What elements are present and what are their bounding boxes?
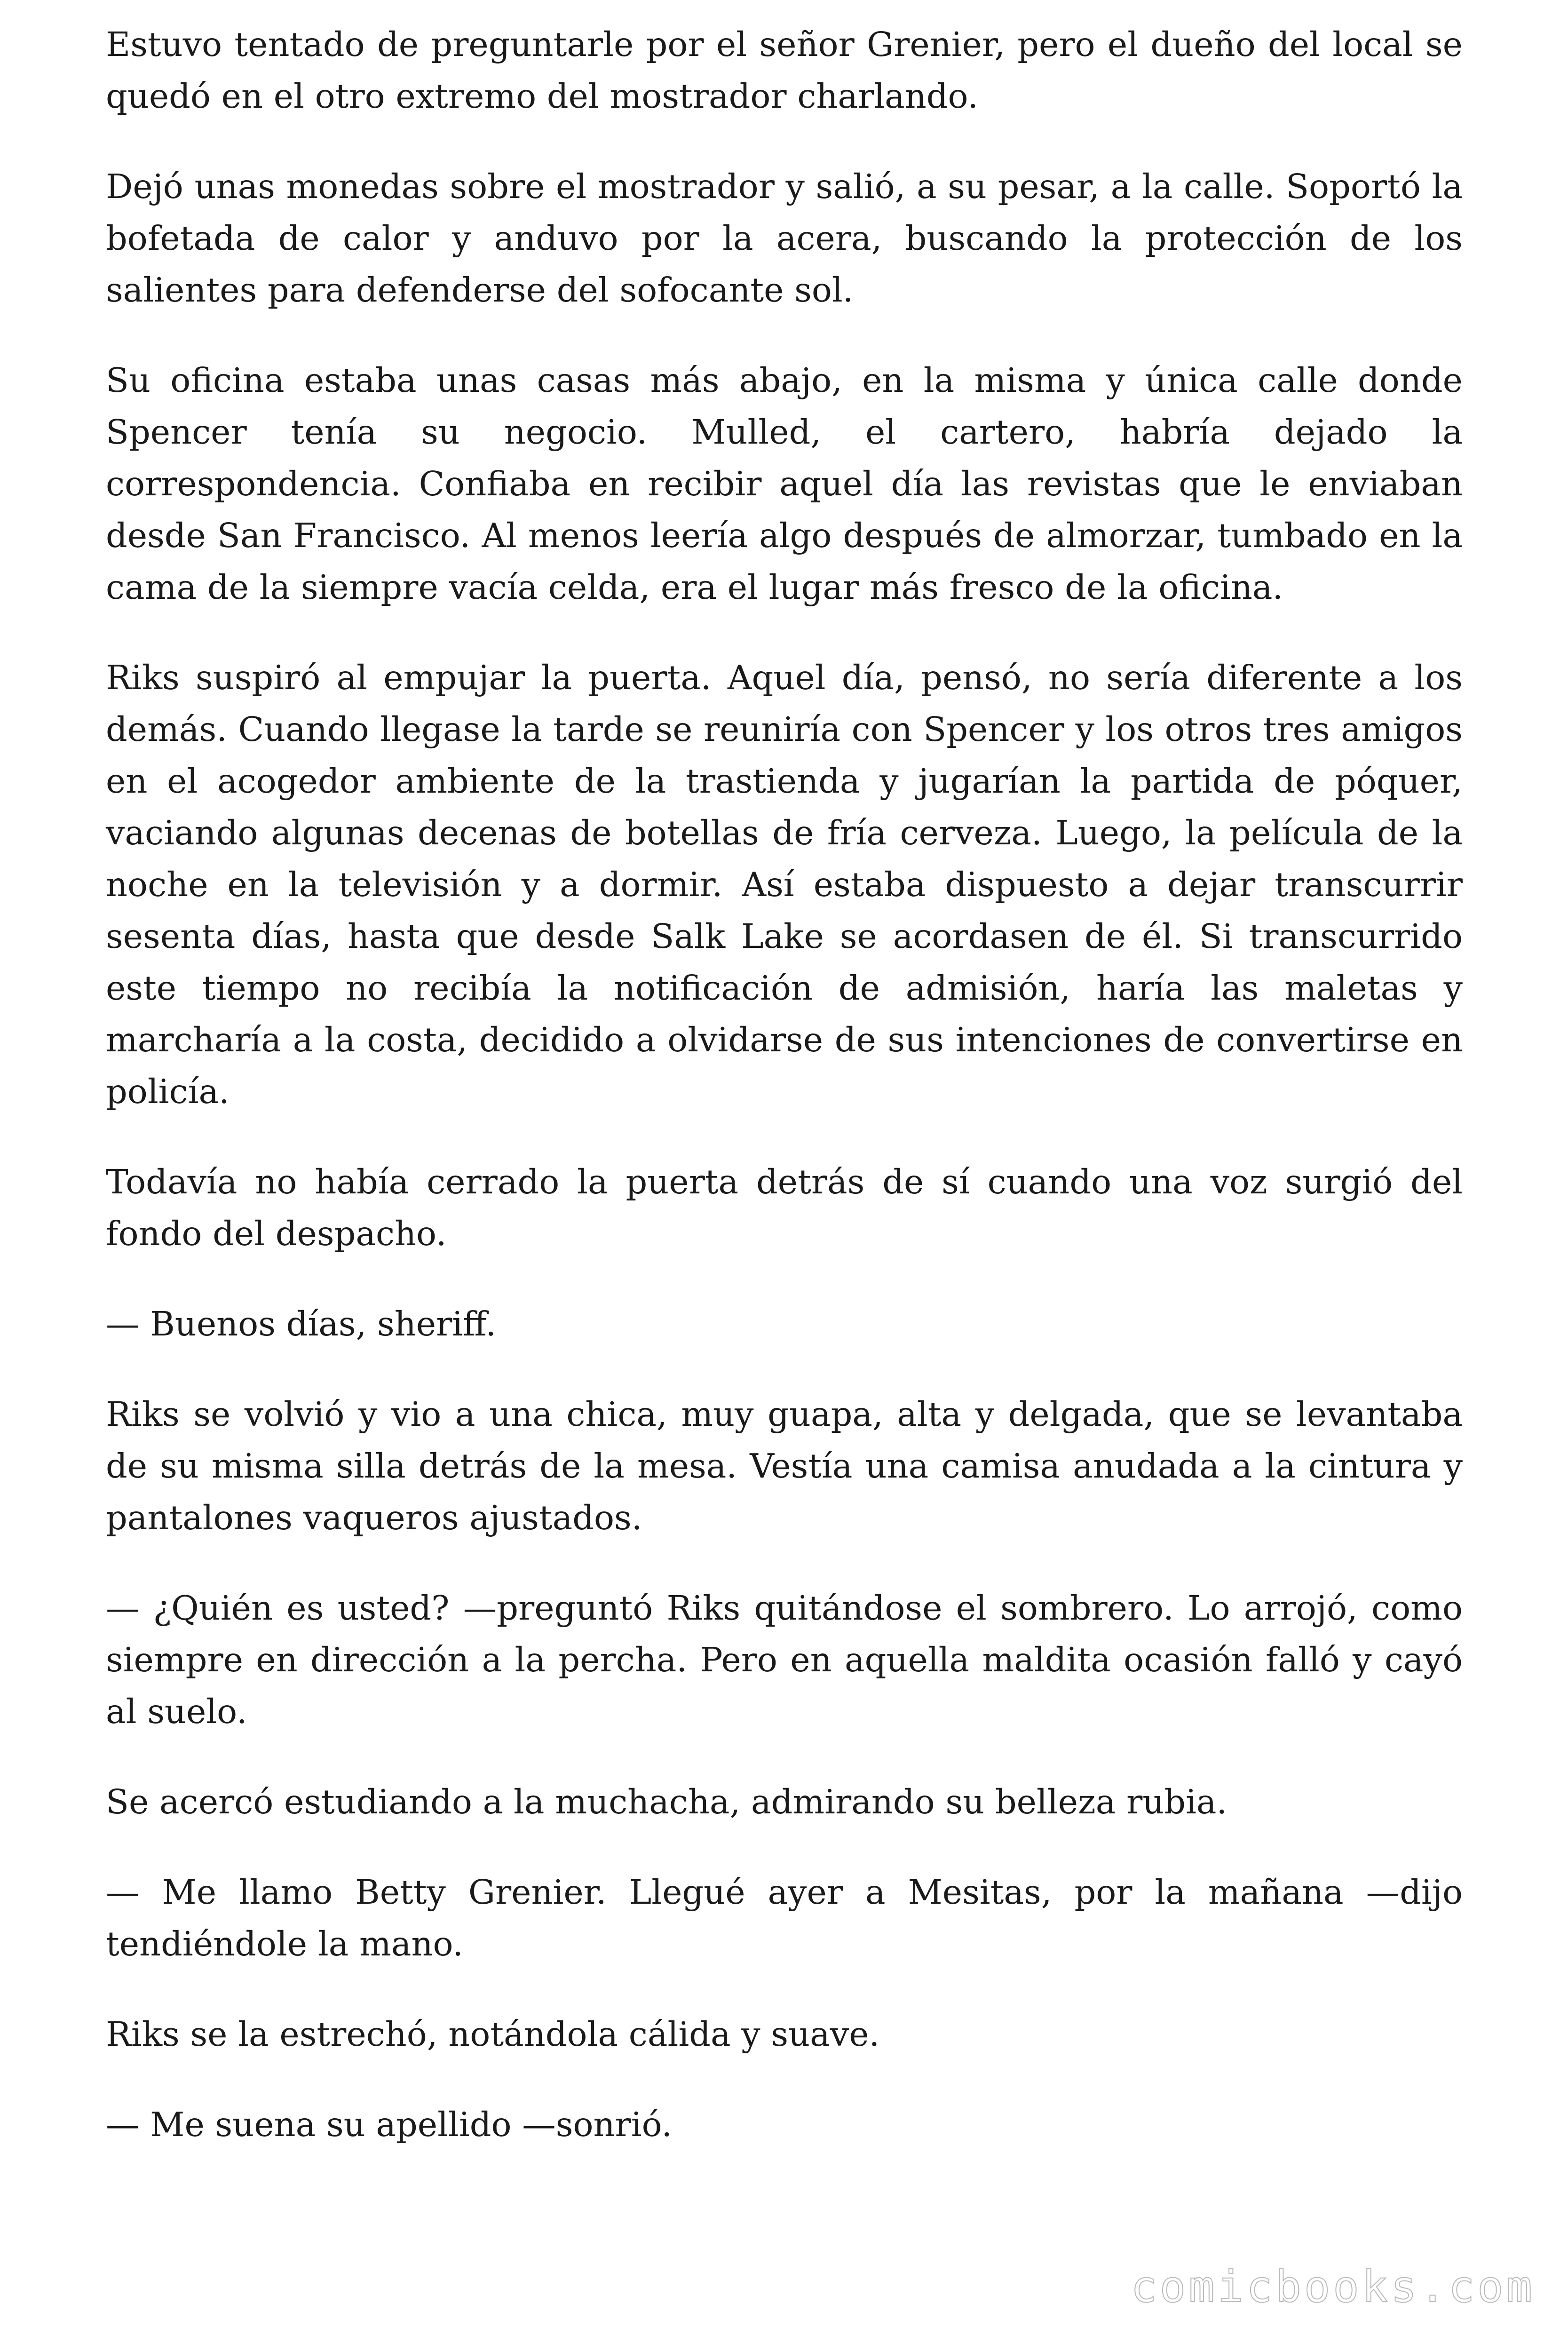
paragraph-3: Su oficina estaba unas casas más abajo, en la misma y única calle donde Spencer tenía su negocio. Mulled, el cartero, habría dejado la correspondencia. Confiaba en recibir aquel día las revistas que le enviaban desde San Francisco. Al menos leería algo después de almorzar, tumbado en la cama de la siempre vacía celda, era el lugar más fresco de la oficina. xyxy=(106,361,1463,607)
paragraph-12-dialogue: — Me suena su apellido —sonrió. xyxy=(106,2105,673,2144)
paragraph-10-dialogue: — Me llamo Betty Grenier. Llegué ayer a Mesitas, por la mañana —dijo tendiéndole la mano. xyxy=(106,1873,1463,1963)
document-body xyxy=(106,19,1463,2189)
paragraph-6-dialogue: — Buenos días, sheriff. xyxy=(106,1304,497,1343)
paragraph-1: Estuvo tentado de preguntarle por el señor Grenier, pero el dueño del local se quedó en el otro extremo del mostrador charlando. xyxy=(106,25,1463,116)
paragraph-2: Dejó unas monedas sobre el mostrador y salió, a su pesar, a la calle. Soportó la bofetada de calor y anduvo por la acera, buscando la protección de los salientes para defenderse del sofocante sol. xyxy=(106,167,1463,310)
paragraph-11: Riks se la estrechó, notándola cálida y suave. xyxy=(106,2015,880,2054)
paragraph-9: Se acercó estudiando a la muchacha, admirando su belleza rubia. xyxy=(106,1782,1227,1821)
paragraph-4: Riks suspiró al empujar la puerta. Aquel día, pensó, no sería diferente a los demás. Cuando llegase la tarde se reuniría con Spencer y los otros tres amigos en el acogedor ambiente de la trastienda y jugarían la partida de póquer, vaciando algunas decenas de botellas de fría cerveza. Luego, la película de la noche en la televisión y a dormir. Así estaba dispuesto a dejar transcurrir sesenta días, hasta que desde Salk Lake se acordasen de él. Si transcurrido este tiempo no recibía la notificación de admisión, haría las maletas y marcharía a la costa, decidido a olvidarse de sus intenciones de convertirse en policía. xyxy=(106,658,1463,1111)
paragraph-5: Todavía no había cerrado la puerta detrás de sí cuando una voz surgió del fondo del despacho. xyxy=(106,1162,1463,1253)
watermark: comicbooks.com xyxy=(1131,2262,1535,2312)
paragraph-8-dialogue: — ¿Quién es usted? —preguntó Riks quitándose el sombrero. Lo arrojó, como siempre en dirección a la percha. Pero en aquella maldita ocasión falló y cayó al suelo. xyxy=(106,1589,1463,1731)
paragraph-7: Riks se volvió y vio a una chica, muy guapa, alta y delgada, que se levantaba de su misma silla detrás de la mesa. Vestía una camisa anudada a la cintura y pantalones vaqueros ajustados. xyxy=(106,1395,1463,1537)
